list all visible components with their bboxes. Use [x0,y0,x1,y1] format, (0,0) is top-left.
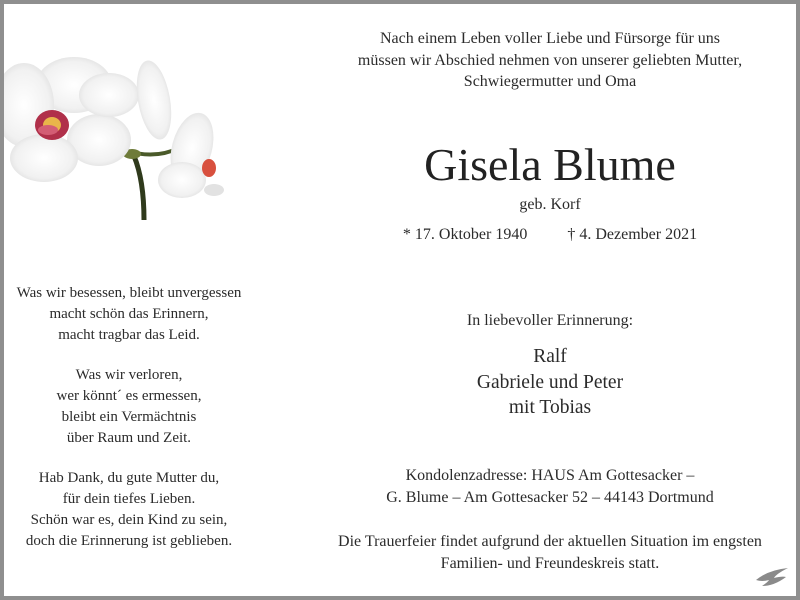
intro-line: müssen wir Abschied nehmen von unserer geliebten Mutter, [357,51,743,69]
intro-line: Nach einem Leben voller Liebe und Fürsorge für uns [379,30,721,47]
birth-name: geb. Korf [519,196,581,213]
poem-line: Schön war es, dein Kind zu sein, [30,512,228,528]
poem-line: wer könnt´ es ermessen, [56,388,202,404]
deceased-name: Gisela Blume [424,139,676,190]
poem-line: macht schön das Erinnern, [49,306,209,322]
memory-heading: In liebevoller Erinnerung: [466,312,634,329]
poem-line: macht tragbar das Leid. [58,327,200,343]
intro-line: Schwiegermutter und Oma [463,73,637,90]
funeral-notice [306,531,794,575]
poem-stanza-3 [4,468,254,552]
life-dates [300,224,800,246]
notice-line: Die Trauerfeier findet aufgrund der aktuellen Situation im engsten [338,533,762,550]
address-line: G. Blume – Am Gottesacker 52 – 44143 Dortmund [386,489,714,506]
poem-stanza-1 [4,283,254,346]
death-date: † 4. Dezember 2021 [567,226,698,243]
poem-line: Was wir besessen, bleibt unvergessen [16,285,242,301]
condolence-address [300,465,800,509]
mourner-name: mit Tobias [508,397,592,418]
mourner-name: Ralf [533,346,567,367]
birth-date: * 17. Oktober 1940 [402,226,528,243]
notice-line: Familien- und Freundeskreis statt. [440,555,660,572]
intro-text [300,28,800,93]
address-line: Kondolenzadresse: HAUS Am Gottesacker – [405,467,695,484]
poem-line: Was wir verloren, [75,367,183,383]
mourners [300,344,800,421]
poem [4,283,254,571]
white-orchid-icon [4,30,264,230]
bird-logo-icon [754,566,790,588]
mourner-name: Gabriele und Peter [476,371,624,393]
poem-stanza-2 [4,365,254,449]
poem-line: Hab Dank, du gute Mutter du, [38,470,220,486]
poem-line: für dein tiefes Lieben. [62,491,196,507]
poem-line: über Raum und Zeit. [66,430,192,446]
poem-line: doch die Erinnerung ist geblieben. [25,533,233,549]
poem-line: bleibt ein Vermächtnis [61,409,197,425]
